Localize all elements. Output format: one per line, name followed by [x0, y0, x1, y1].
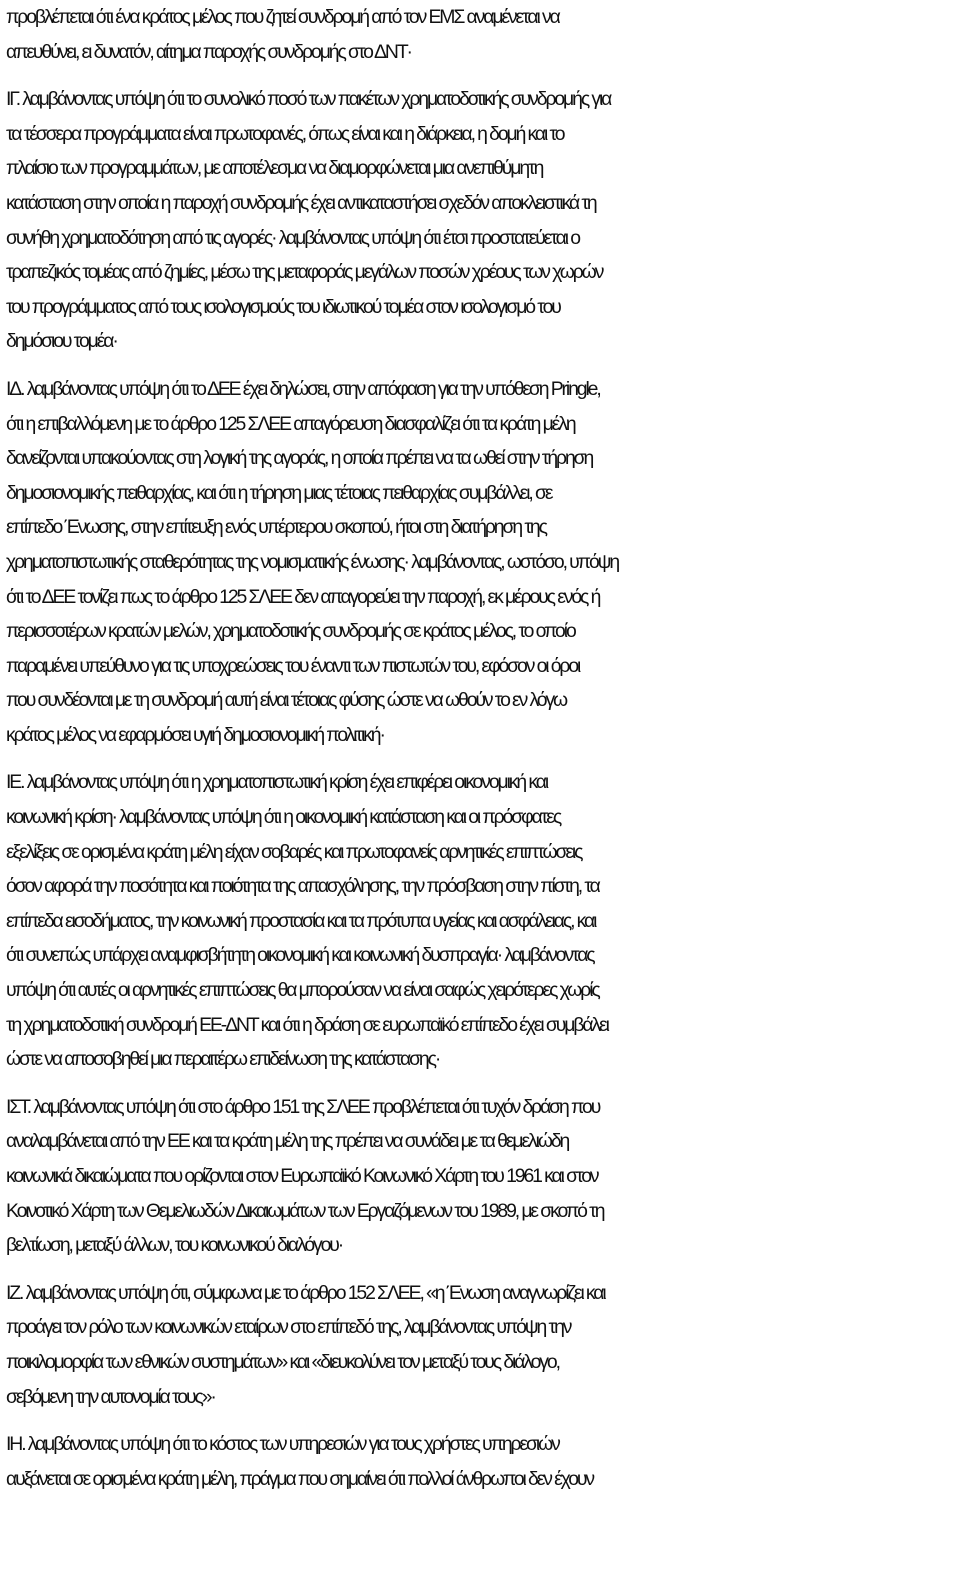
text-line: κράτος μέλος να εφαρμόσει υγιή δημοσιονομική πολιτική· — [6, 723, 384, 746]
text-line: προβλέπεται ότι ένα κράτος μέλος που ζητεί συνδρομή από τον ΕΜΣ αναμένεται να — [6, 6, 559, 28]
paragraph-gap — [6, 1263, 950, 1276]
text-line: ότι η επιβαλλόμενη με το άρθρο 125 ΣΛΕΕ απαγόρευση διασφαλίζει ότι τα κράτη μέλη — [6, 412, 575, 435]
paragraph-gap — [6, 1414, 950, 1427]
paragraph-gap — [6, 752, 950, 765]
text-line: ΙΖ. λαμβάνοντας υπόψη ότι, σύμφωνα με το άρθρο 152 ΣΛΕΕ, «η Ένωση αναγνωρίζει και — [6, 1281, 605, 1304]
text-line: του προγράμματος από τους ισολογισμούς του ιδιωτικού τομέα στον ισολογισμό του — [6, 295, 560, 318]
paragraph-recital-ih — [6, 1427, 950, 1496]
text-line: παραμένει υπεύθυνο για τις υποχρεώσεις του έναντι των πιστωτών του, εφόσον οι όροι — [6, 654, 580, 677]
text-line: αυξάνεται σε ορισμένα κράτη μέλη, πράγμα που σημαίνει ότι πολλοί άνθρωποι δεν έχουν — [6, 1467, 594, 1490]
paragraph-gap — [6, 359, 950, 372]
text-line: ΙΔ. λαμβάνοντας υπόψη ότι το ΔΕΕ έχει δηλώσει, στην απόφαση για την υπόθεση Pringle, — [6, 377, 600, 400]
text-line: ότι το ΔΕΕ τονίζει πως το άρθρο 125 ΣΛΕΕ δεν απαγορεύει την παροχή, εκ μέρους ενός ή — [6, 585, 600, 608]
text-line: τραπεζικός τομέας από ζημίες, μέσω της μεταφοράς μεγάλων ποσών χρέους των χωρών — [6, 261, 603, 284]
text-line: δημόσιου τομέα· — [6, 330, 117, 353]
text-line: Κοινοτικό Χάρτη των Θεμελιωδών Δικαιωμάτων των Εργαζόμενων του 1989, με σκοπό τη — [6, 1199, 604, 1222]
text-line: ΙΗ. λαμβάνοντας υπόψη ότι το κόστος των υπηρεσιών για τους χρήστες υπηρεσιών — [6, 1433, 559, 1456]
text-line: βελτίωση, μεταξύ άλλων, του κοινωνικού διαλόγου· — [6, 1234, 343, 1257]
text-line: όσον αφορά την ποσότητα και ποιότητα της απασχόλησης, την πρόσβαση στην πίστη, τα — [6, 875, 599, 898]
text-line: κοινωνική κρίση· λαμβάνοντας υπόψη ότι η οικονομική κατάσταση και οι πρόσφατες — [6, 806, 561, 829]
text-line: χρηματοπιστωτικής σταθερότητας της νομισματικής ένωσης· λαμβάνοντας, ωστόσο, υπόψη — [6, 550, 619, 573]
text-line: συνήθη χρηματοδότηση από τις αγορές· λαμβάνοντας υπόψη ότι έτσι προστατεύεται ο — [6, 226, 579, 249]
paragraph-recital-iz — [6, 1276, 950, 1414]
text-line: αναλαμβάνεται από την ΕΕ και τα κράτη μέλη της πρέπει να συνάδει με τα θεμελιώδη — [6, 1130, 569, 1153]
text-line: πλαίσιο των προγραμμάτων, με αποτέλεσμα να διαμορφώνεται μια ανεπιθύμητη — [6, 157, 543, 180]
text-line: ΙΣΤ. λαμβάνοντας υπόψη ότι στο άρθρο 151 της ΣΛΕΕ προβλέπεται ότι τυχόν δράση που — [6, 1095, 600, 1118]
text-line: τα τέσσερα προγράμματα είναι πρωτοφανές, όπως είναι και η διάρκεια, η δομή και το — [6, 122, 564, 145]
text-line: υπόψη ότι αυτές οι αρνητικές επιπτώσεις θα μπορούσαν να είναι σαφώς χειρότερες χωρίς — [6, 979, 599, 1002]
paragraph-recital-ie — [6, 765, 950, 1076]
document-page — [6, 0, 950, 1596]
paragraph-recital-ig — [6, 82, 950, 359]
text-line: απευθύνει, ει δυνατόν, αίτημα παροχής συνδρομής στο ΔΝΤ· — [6, 40, 411, 63]
text-line: κοινωνικά δικαιώματα που ορίζονται στον Ευρωπαϊκό Κοινωνικό Χάρτη του 1961 και στον — [6, 1165, 598, 1187]
text-line: ΙΕ. λαμβάνοντας υπόψη ότι η χρηματοπιστωτική κρίση έχει επιφέρει οικονομική και — [6, 771, 548, 794]
paragraph-gap — [6, 1077, 950, 1090]
paragraph-recital-id — [6, 372, 950, 753]
text-line: προάγει τον ρόλο των κοινωνικών εταίρων στο επίπεδό της, λαμβάνοντας υπόψη την — [6, 1316, 571, 1339]
paragraph-recital-ist — [6, 1090, 950, 1263]
text-line: σεβόμενη την αυτονομία τους»· — [6, 1385, 215, 1408]
paragraph-continuation — [6, 0, 950, 69]
paragraph-gap — [6, 69, 950, 82]
text-line: επίπεδο Ένωσης, στην επίτευξη ενός υπέρτερου σκοπού, ήτοι στη διατήρηση της — [6, 516, 546, 539]
text-line: δανείζονται υπακούοντας στη λογική της αγοράς, η οποία πρέπει να τα ωθεί στην τήρηση — [6, 447, 593, 470]
text-line: τη χρηματοδοτική συνδρομή ΕΕ-ΔΝΤ και ότι η δράση σε ευρωπαϊκό επίπεδο έχει συμβάλει — [6, 1013, 608, 1036]
text-line: ποικιλομορφία των εθνικών συστημάτων» και «διευκολύνει τον μεταξύ τους διάλογο, — [6, 1350, 559, 1373]
text-line: επίπεδα εισοδήματος, την κοινωνική προστασία και τα πρότυπα υγείας και ασφάλειας, και — [6, 909, 596, 932]
text-line: εξελίξεις σε ορισμένα κράτη μέλη είχαν σοβαρές και πρωτοφανείς αρνητικές επιπτώσεις — [6, 840, 582, 863]
text-line: δημοσιονομικής πειθαρχίας, και ότι η τήρηση μιας τέτοιας πειθαρχίας συμβάλλει, σε — [6, 481, 552, 504]
text-line: περισσοτέρων κρατών μελών, χρηματοδοτικής συνδρομής σε κράτος μέλος, το οποίο — [6, 620, 575, 643]
text-line: ΙΓ. λαμβάνοντας υπόψη ότι το συνολικό ποσό των πακέτων χρηματοδοτικής συνδρομής για — [6, 88, 611, 111]
text-line: ότι συνεπώς υπάρχει αναμφισβήτητη οικονομική και κοινωνική δυσπραγία· λαμβάνοντας — [6, 944, 594, 967]
text-line: που συνδέονται με τη συνδρομή αυτή είναι τέτοιας φύσης ώστε να ωθούν το εν λόγω — [6, 689, 567, 712]
text-line: κατάσταση στην οποία η παροχή συνδρομής έχει αντικαταστήσει σχεδόν αποκλειστικά τη — [6, 191, 596, 214]
text-line: ώστε να αποσοβηθεί μια περαιτέρω επιδείνωση της κατάστασης· — [6, 1048, 440, 1071]
